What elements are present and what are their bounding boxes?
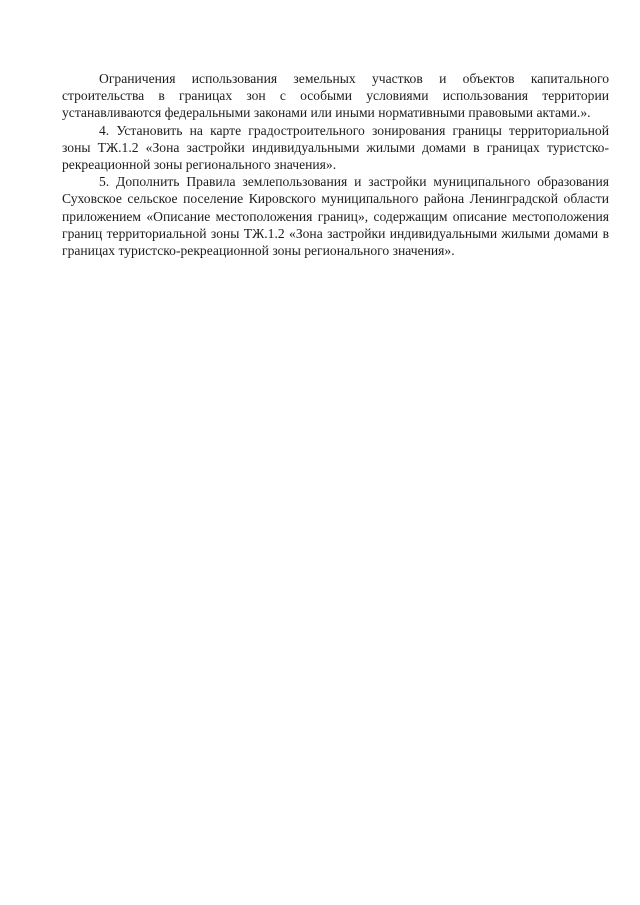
paragraph-restrictions: Ограничения использования земельных участков и объектов капитального строительства в границах зон с особыми условиями использования территории устанавливаются федеральными законами или иными нормативными правовыми актами.». <box>62 71 609 121</box>
paragraph-item-5: 5. Дополнить Правила землепользования и застройки муниципального образования Суховское сельское поселение Кировского муниципального района Ленинградской области приложением «Описание местоположения границ», содержащим описание местоположения границ территориальной зоны ТЖ.1.2 «Зона застройки индивидуальными жилыми домами в границах туристско-рекреационной зоны регионального значения». <box>62 174 609 259</box>
document-body <box>62 70 609 259</box>
paragraph-item-4: 4. Установить на карте градостроительного зонирования границы территориальной зоны ТЖ.1.2 «Зона застройки индивидуальными жилыми домами в границах туристско-рекреационной зоны регионального значения». <box>62 122 609 173</box>
